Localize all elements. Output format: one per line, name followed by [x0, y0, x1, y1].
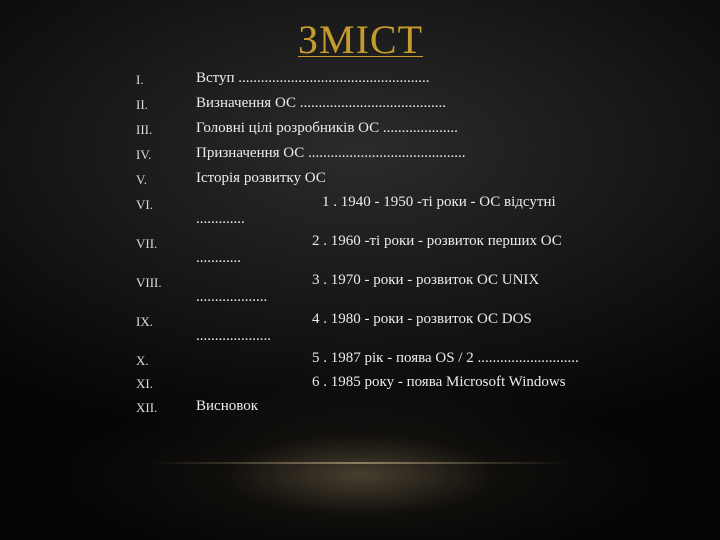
entry-history-2: 2 . 1960 -ті роки - розвиток перших ОС: [312, 233, 562, 249]
entry-conclusion: Висновок: [196, 398, 258, 414]
entry-purpose: Призначення ОС ..........................................: [196, 145, 466, 161]
entry-history-1: 1 . 1940 - 1950 -ті роки - ОС відсутні: [322, 194, 556, 210]
numeral-9: IX.: [136, 314, 153, 329]
numeral-10: X.: [136, 353, 149, 368]
numeral-11: XI.: [136, 376, 153, 391]
numeral-12: XII.: [136, 400, 158, 415]
entry-history-5: 5 . 1987 рік - поява OS / 2 ...........................: [312, 350, 579, 366]
numeral-1: I.: [136, 72, 144, 87]
entry-intro: Вступ ...................................................: [196, 70, 430, 86]
entry-definition: Визначення ОС .......................................: [196, 95, 446, 111]
floor-glow-line: [150, 462, 570, 464]
entry-history-3-dots: ...................: [196, 289, 268, 305]
entry-history-6: 6 . 1985 року - поява Microsoft Windows: [312, 374, 566, 390]
entry-history: Історія розвитку ОС: [196, 170, 326, 186]
numeral-6: VI.: [136, 197, 153, 212]
entry-history-2-dots: ............: [196, 250, 241, 266]
numeral-7: VII.: [136, 236, 158, 251]
slide-title: ЗМІСТ: [298, 17, 424, 62]
entry-history-1-dots: .............: [196, 211, 245, 227]
entry-history-4: 4 . 1980 - роки - розвиток ОС DOS: [312, 311, 532, 327]
numeral-8: VIII.: [136, 275, 162, 290]
entry-history-3: 3 . 1970 - роки - розвиток ОС UNIX: [312, 272, 540, 288]
numeral-4: IV.: [136, 147, 152, 162]
entry-history-4-dots: ....................: [196, 328, 271, 344]
numeral-2: II.: [136, 97, 148, 112]
numeral-3: III.: [136, 122, 153, 137]
numeral-5: V.: [136, 172, 147, 187]
entry-goals: Головні цілі розробників ОС ....................: [196, 120, 458, 136]
